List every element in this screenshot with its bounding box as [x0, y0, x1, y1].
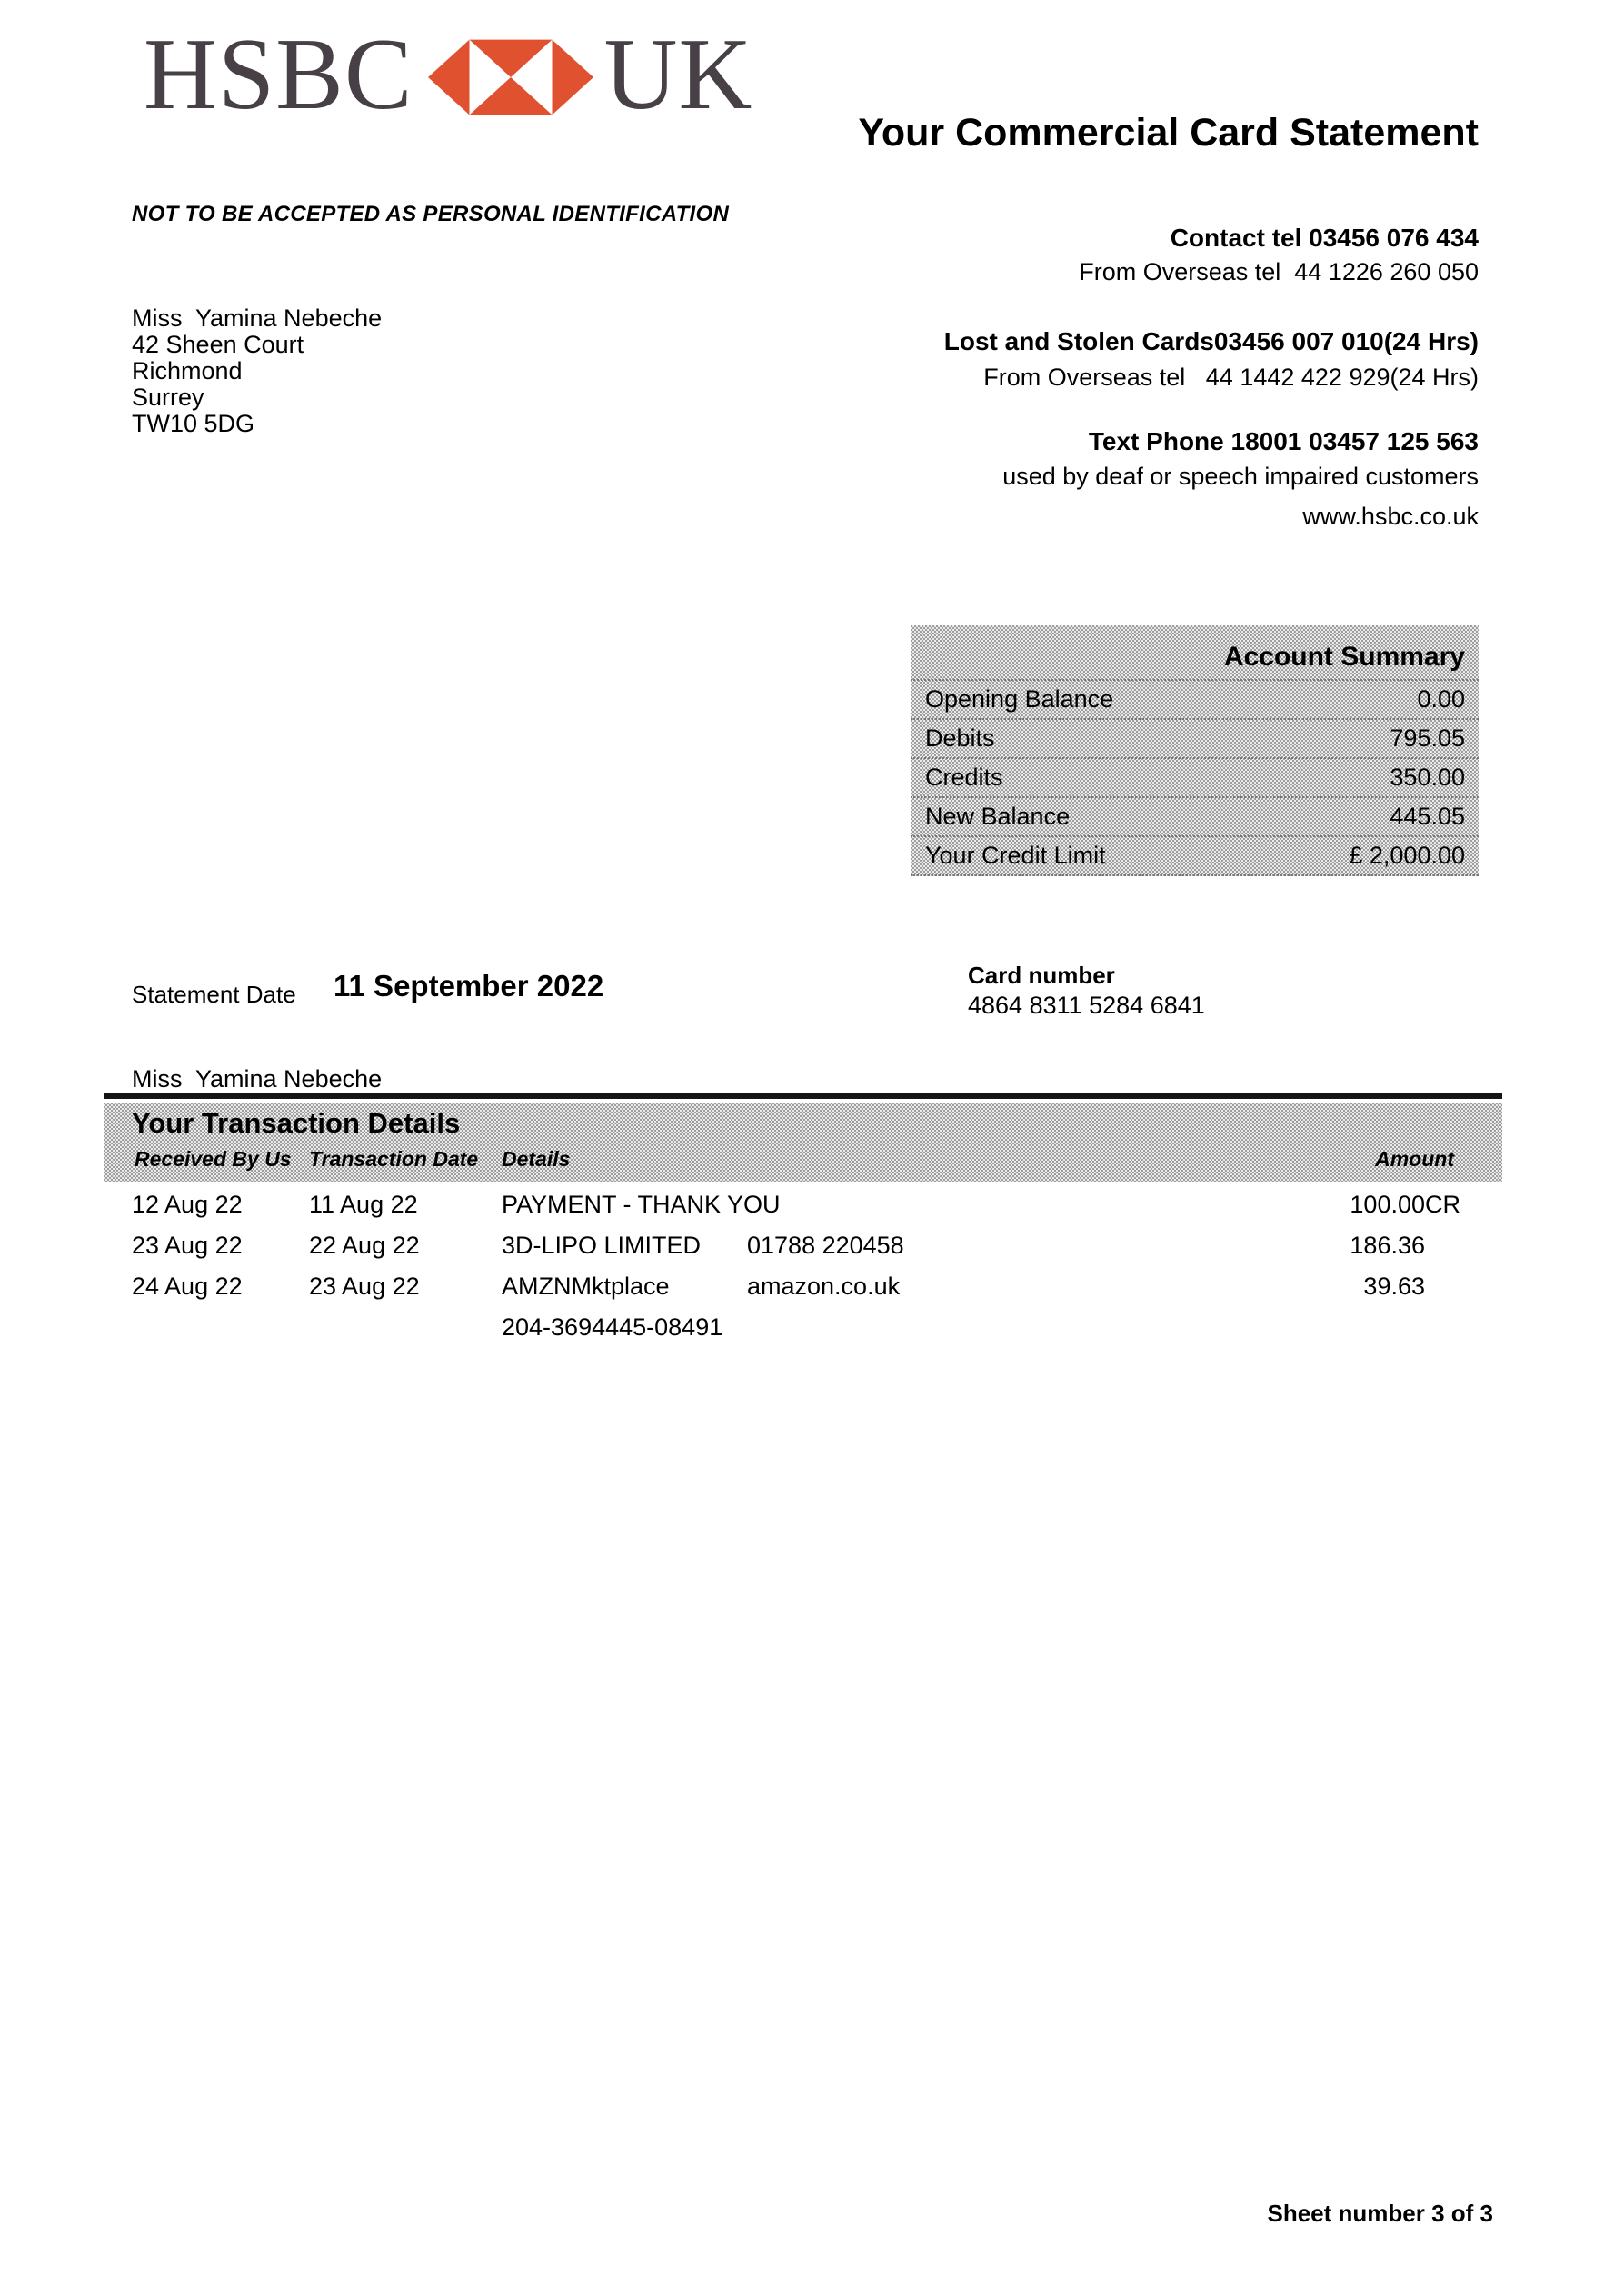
transaction-details: 3D-LIPO LIMITED — [502, 1232, 702, 1259]
column-header-date: Transaction Date — [309, 1147, 479, 1171]
transaction-details: PAYMENT - THANK YOU — [502, 1191, 781, 1218]
uk-wordmark: UK — [603, 18, 753, 131]
table-row — [104, 1263, 1502, 1304]
hsbc-uk-logo — [144, 18, 753, 131]
summary-label: Debits — [925, 724, 995, 752]
summary-value: 445.05 — [1390, 803, 1465, 830]
table-row — [104, 1304, 1502, 1345]
table-row — [911, 757, 1479, 796]
card-number: 4864 8311 5284 6841 — [968, 992, 1205, 1019]
text-phone: Text Phone 18001 03457 125 563 — [1088, 427, 1479, 455]
hsbc-wordmark: HSBC — [144, 18, 413, 131]
sheet-number: Sheet number 3 of 3 — [1267, 2200, 1493, 2227]
summary-label: New Balance — [925, 803, 1071, 830]
received-date: 24 Aug 22 — [132, 1273, 243, 1300]
column-header-details: Details — [502, 1147, 571, 1171]
summary-label: Credits — [925, 764, 1003, 791]
amount-value: 100.00 — [1350, 1191, 1425, 1218]
received-date: 23 Aug 22 — [132, 1232, 243, 1259]
recipient-postcode: TW10 5DG — [132, 410, 255, 437]
received-date: 12 Aug 22 — [132, 1191, 243, 1218]
statement-date: 11 September 2022 — [334, 969, 604, 1003]
transaction-date: 23 Aug 22 — [309, 1273, 420, 1300]
credit-marker: CR — [1425, 1191, 1460, 1218]
identification-warning: NOT TO BE ACCEPTED AS PERSONAL IDENTIFICATION — [132, 202, 730, 226]
cardholder-name: Miss Yamina Nebeche — [132, 1065, 383, 1093]
transaction-amount — [1363, 1273, 1460, 1301]
table-row — [104, 1223, 1502, 1263]
summary-label: Your Credit Limit — [925, 842, 1106, 869]
contact-overseas-tel: From Overseas tel 44 1226 260 050 — [1079, 258, 1479, 285]
recipient-town: Richmond — [132, 357, 243, 384]
recipient-street: 42 Sheen Court — [132, 331, 304, 358]
summary-value: £ 2,000.00 — [1349, 842, 1465, 869]
amount-value: 39.63 — [1363, 1273, 1425, 1300]
contact-tel: Contact tel 03456 076 434 — [1170, 224, 1479, 252]
text-phone-note: used by deaf or speech impaired customers — [1002, 463, 1479, 490]
account-summary-table — [911, 625, 1479, 876]
table-row — [911, 679, 1479, 718]
column-header-amount: Amount — [1375, 1147, 1454, 1171]
transactions-header-band — [104, 1103, 1502, 1182]
table-row — [911, 796, 1479, 835]
column-header-received: Received By Us — [135, 1147, 292, 1171]
account-summary-title: Account Summary — [1223, 642, 1465, 672]
page-title: Your Commercial Card Statement — [858, 111, 1479, 155]
statement-date-label: Statement Date — [132, 981, 296, 1008]
transactions-list — [104, 1182, 1502, 1345]
table-row — [911, 835, 1479, 874]
transaction-details-extra: 01788 220458 — [747, 1232, 904, 1259]
transaction-date: 22 Aug 22 — [309, 1232, 420, 1259]
credit-marker — [1425, 1232, 1460, 1260]
credit-marker — [1425, 1273, 1460, 1301]
lost-stolen-overseas-tel: From Overseas tel 44 1442 422 929(24 Hrs) — [983, 364, 1479, 391]
transactions-divider — [104, 1093, 1502, 1099]
website-link: www.hsbc.co.uk — [1302, 503, 1479, 530]
recipient-address — [132, 305, 382, 437]
transaction-details-extra: amazon.co.uk — [747, 1273, 901, 1300]
summary-label: Opening Balance — [925, 685, 1114, 713]
hsbc-hexagon-icon — [428, 38, 593, 116]
transaction-details: AMZNMktplace — [502, 1273, 670, 1300]
amount-value: 186.36 — [1350, 1232, 1425, 1259]
summary-value: 350.00 — [1390, 764, 1465, 791]
table-row — [104, 1182, 1502, 1223]
recipient-county: Surrey — [132, 384, 204, 411]
transaction-amount — [1350, 1191, 1460, 1219]
transaction-date: 11 Aug 22 — [309, 1191, 418, 1218]
recipient-name: Miss Yamina Nebeche — [132, 304, 383, 332]
table-row — [911, 718, 1479, 757]
lost-stolen-cards-tel: Lost and Stolen Cards03456 007 010(24 Hrs) — [943, 327, 1479, 355]
transaction-amount — [1350, 1232, 1460, 1260]
transaction-details: 204-3694445-08491 — [502, 1313, 723, 1341]
card-number-label: Card number — [968, 962, 1115, 989]
transactions-title: Your Transaction Details — [132, 1107, 461, 1139]
summary-value: 795.05 — [1390, 724, 1465, 752]
summary-value: 0.00 — [1417, 685, 1465, 713]
